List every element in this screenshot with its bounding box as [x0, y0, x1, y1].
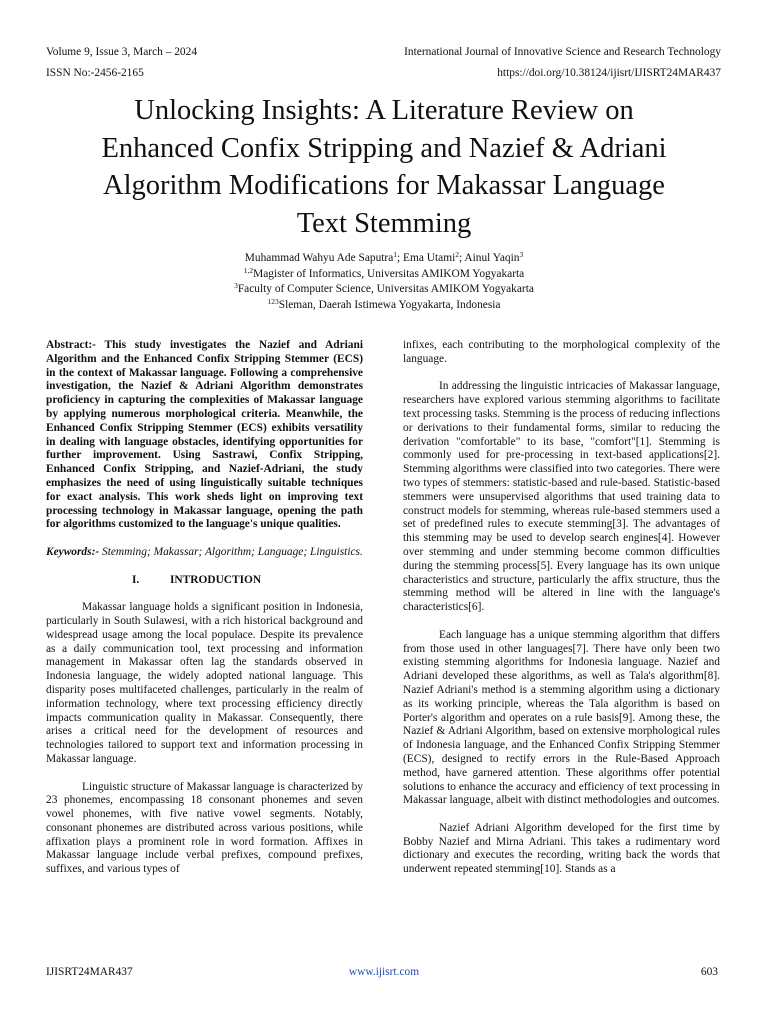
title-line-1: Unlocking Insights: A Literature Review on	[134, 95, 634, 126]
paper-title	[40, 92, 728, 242]
page-number: 603	[700, 966, 718, 978]
left-column	[46, 339, 363, 877]
journal-name: International Journal of Innovative Science and Research Technology	[404, 46, 721, 58]
section-heading-introduction: I. INTRODUCTION	[132, 573, 262, 586]
paragraph: Makassar language holds a significant position in Indonesia, particularly in South Sulawesi, with a rich historical background and widespread usage among the local populace. Despite its prevalence as a daily communication tool, text processing and information management in Makassar often lag the standards observed in Indonesia language, the widely adopted national language. This disparity poses multifaceted challenges, particularly in the realm of information technology, where text processing efficiency directly impacts communication quality in Makassar. Consequently, there arises a critical need for the development of resources and technologies tailored to support text and information processing in Makassar language.	[46, 601, 363, 765]
affiliation-2: $^3$Faculty of Computer Science, Universitas AMIKOM Yogyakarta	[234, 281, 534, 295]
affiliation-1: $^{1,2}$Magister of Informatics, Universitas AMIKOM Yogyakarta	[243, 265, 525, 280]
paragraph-continued: infixes, each contributing to the morphological complexity of the language.	[403, 339, 720, 365]
title-line-4: Text Stemming	[296, 207, 472, 239]
volume-issue: Volume 9, Issue 3, March – 2024	[46, 46, 198, 58]
doi-link[interactable]: https://doi.org/10.38124/ijisrt/IJISRT24MAR437	[497, 67, 721, 79]
author-line: Muhammad Wahyu Ade Saputra$^1$; Ema Utami$^2$; Ainul Yaqin$^3$	[244, 250, 524, 264]
keywords: Keywords:- Stemming; Makassar; Algorithm; Language; Linguistics.	[46, 545, 363, 558]
affiliation-3: $^{123}$Sleman, Daerah Istimewa Yogyakarta, Indonesia	[267, 296, 501, 311]
paragraph: Each language has a unique stemming algorithm that differs from those used in other languages[7]. There have only been two existing stemming algorithms for Indonesia language. Nazief and Adriani developed these algorithms, as well as Tala's algorithm[8]. Nazief Adriani's method is a stemming algorithm using a dictionary as its working principle, whereas the Tala algorithm is based on Porter's algorithm and operates on a rule basis[9]. Among these, the Nazief & Adriani Algorithm, based on extensive morphological rules of Indonesia language, and the Enhanced Confix Stripping Stemmer (ECS), designed to rectify errors in the Rule-Based Approach method, have garnered attention. These algorithms offer potential solutions to enhance the accuracy and efficiency of text processing in Makassar language, albeit with distinct methodologies and outcomes.	[403, 628, 720, 807]
title-line-3: Algorithm Modifications for Makassar Language	[103, 170, 665, 201]
paragraph: Nazief Adriani Algorithm developed for the first time by Bobby Nazief and Mirna Adriani. This takes a rudimentary word dictionary and executes the recording, writing back the words that underwent repeated stemming[10]. Stands as a	[403, 821, 720, 876]
author-block	[40, 251, 728, 313]
footer-website-link[interactable]: www.ijisrt.com	[348, 966, 420, 978]
paragraph: In addressing the linguistic intricacies of Makassar language, researchers have explored various stemming algorithms to facilitate text processing tasks. Stemming is the process of reducing inflections or derivations to their fundamental forms, similar to reducing the derivation "comfortable" to its base, "comfort"[1]. Stemming is commonly used for pre-processing in text-based applications[2]. Stemming algorithms were classified into two categories. There were two types of stemmers: statistic-based and rule-based. Statistic-based stemmers were unsupervised algorithms that used training data to construct models for stemming, whereas rule-based stemmers used a set of predefined rules to execute stemming[3]. The advantages of this stemming may be used to develop search engines[4]. However over stemming and under stemming become common difficulties during the stemming process[5]. Every language has its own unique characteristics and structure, particularly the affix structure, thus the stemming method will be altered in line with the language's characteristics[6].	[403, 380, 720, 614]
issn: ISSN No:-2456-2165	[46, 67, 144, 79]
footer-paper-id: IJISRT24MAR437	[46, 966, 133, 978]
title-line-2: Enhanced Confix Stripping and Nazief & Adriani	[101, 132, 667, 164]
right-column	[403, 339, 720, 877]
paragraph: Linguistic structure of Makassar language is characterized by 23 phonemes, encompassing 18 consonant phonemes and seven vowel phonemes, with five native vowel segments. Notably, consonant phonemes are distributed across various positions, while affixation plays a prominent role in word formation. Affixes in Makassar language include verbal prefixes, compound prefixes, suffixes, and various types of	[46, 780, 363, 876]
abstract: Abstract:- This study investigates the Nazief and Adriani Algorithm and the Enhanced Confix Stripping Stemmer (ECS) in the context of Makassar language. Following a comprehensive investigation, the Nazief & Adriani Algorithm demonstrates proficiency in capturing the complexities of Makassar language by applying numerous morphological criteria. Meanwhile, the Enhanced Confix Stripping Stemmer (ECS) exhibits versatility in dealing with language obstacles, identifying opportunities for further improvement. Using Sastrawi, Confix Stripping, Enhanced Confix Stripping, and Nazief-Adriani, the study emphasizes the need of using linguistically suitable techniques for exact analysis. This work sheds light on improving text processing technology in Makassar language, opening the path for algorithms customized to the language's unique qualities.	[46, 339, 363, 531]
